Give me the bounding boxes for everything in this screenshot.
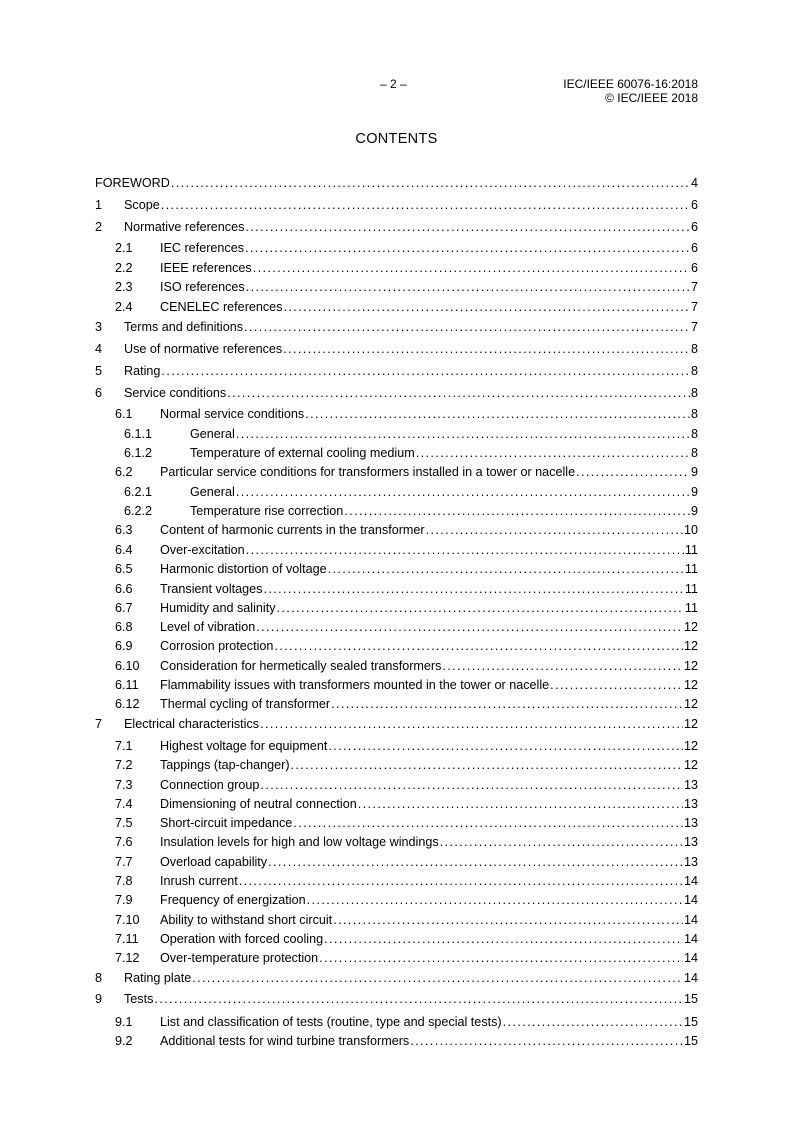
toc-entry-page: 14 bbox=[683, 971, 698, 985]
dot-leader bbox=[358, 796, 683, 812]
toc-entry-number: 9 bbox=[95, 992, 103, 1006]
toc-entry-label: Thermal cycling of transformer bbox=[160, 697, 331, 711]
toc-entry-body bbox=[160, 522, 698, 538]
toc-entry-label: Tappings (tap-changer) bbox=[160, 758, 290, 772]
toc-entry-body bbox=[160, 777, 698, 793]
toc-entry-number: 7.1 bbox=[115, 739, 133, 753]
toc-entry[interactable] bbox=[95, 561, 698, 577]
toc-entry-page: 14 bbox=[683, 913, 698, 927]
toc-entry[interactable] bbox=[95, 542, 698, 558]
toc-entry-body bbox=[160, 757, 698, 773]
toc-entry[interactable] bbox=[95, 991, 698, 1007]
toc-entry-body bbox=[160, 1033, 698, 1049]
toc-entry-page: 6 bbox=[690, 198, 698, 212]
toc-entry-label: FOREWORD bbox=[95, 176, 170, 190]
toc-entry-label: Flammability issues with transformers mounted in the tower or nacelle bbox=[160, 678, 550, 692]
dot-leader bbox=[161, 363, 690, 379]
toc-entry[interactable] bbox=[95, 581, 698, 597]
toc-entry-body bbox=[160, 1014, 698, 1030]
toc-entry-body bbox=[160, 279, 698, 295]
toc-entry[interactable] bbox=[95, 484, 698, 500]
toc-entry-number: 6.10 bbox=[115, 659, 140, 673]
dot-leader bbox=[319, 950, 683, 966]
toc-entry-page: 15 bbox=[683, 1034, 698, 1048]
toc-entry-label: General bbox=[190, 485, 235, 499]
toc-entry-number: 7.6 bbox=[115, 835, 133, 849]
document-id: IEC/IEEE 60076-16:2018 bbox=[563, 77, 698, 91]
toc-entry-body bbox=[124, 970, 698, 986]
toc-entry-page: 12 bbox=[683, 697, 698, 711]
dot-leader bbox=[324, 931, 683, 947]
toc-entry[interactable] bbox=[95, 600, 698, 616]
dot-leader bbox=[442, 658, 683, 674]
toc-entry[interactable] bbox=[95, 1014, 698, 1030]
toc-entry[interactable] bbox=[95, 696, 698, 712]
toc-entry-body bbox=[160, 738, 698, 754]
toc-entry-number: 6.8 bbox=[115, 620, 133, 634]
toc-entry-label: Highest voltage for equipment bbox=[160, 739, 328, 753]
toc-entry[interactable] bbox=[95, 950, 698, 966]
toc-entry-body bbox=[160, 406, 698, 422]
toc-entry-label: Frequency of energization bbox=[160, 893, 306, 907]
toc-entry-body bbox=[160, 931, 698, 947]
toc-entry-label: Electrical characteristics bbox=[124, 717, 260, 731]
toc-entry-number: 6.2.1 bbox=[124, 485, 153, 499]
toc-entry-number: 2.2 bbox=[115, 261, 133, 275]
toc-entry-page: 8 bbox=[690, 364, 698, 378]
toc-entry-body bbox=[160, 873, 698, 889]
toc-entry-body bbox=[160, 619, 698, 635]
toc-entry-label: Service conditions bbox=[124, 386, 227, 400]
toc-entry-body bbox=[124, 385, 698, 401]
toc-entry-number: 1 bbox=[95, 198, 103, 212]
toc-entry[interactable] bbox=[95, 716, 698, 732]
toc-entry-body bbox=[160, 892, 698, 908]
toc-entry-body bbox=[160, 600, 698, 616]
toc-entry-number: 6.6 bbox=[115, 582, 133, 596]
toc-entry-number: 9.2 bbox=[115, 1034, 133, 1048]
toc-entry-number: 6.1 bbox=[115, 407, 133, 421]
toc-entry-page: 13 bbox=[683, 835, 698, 849]
toc-entry-body bbox=[160, 950, 698, 966]
toc-entry-page: 12 bbox=[683, 678, 698, 692]
toc-entry-body bbox=[95, 175, 698, 191]
dot-leader bbox=[284, 299, 690, 315]
toc-entry[interactable] bbox=[95, 892, 698, 908]
toc-entry[interactable] bbox=[95, 970, 698, 986]
toc-entry-number: 6.11 bbox=[115, 678, 139, 692]
toc-entry-page: 15 bbox=[683, 1015, 698, 1029]
toc-entry-number: 2 bbox=[95, 220, 103, 234]
toc-entry-number: 6.12 bbox=[115, 697, 140, 711]
toc-entry-body bbox=[160, 561, 698, 577]
toc-entry[interactable] bbox=[95, 757, 698, 773]
dot-leader bbox=[253, 260, 690, 276]
dot-leader bbox=[268, 854, 683, 870]
toc-entry[interactable] bbox=[95, 341, 698, 357]
toc-entry-label: Particular service conditions for transformers installed in a tower or nacelle bbox=[160, 465, 576, 479]
toc-entry-label: Short-circuit impedance bbox=[160, 816, 293, 830]
toc-entry-body bbox=[160, 834, 698, 850]
toc-entry[interactable] bbox=[95, 240, 698, 256]
toc-entry-page: 9 bbox=[690, 485, 698, 499]
toc-entry-number: 2.1 bbox=[115, 241, 133, 255]
page-number: – 2 – bbox=[380, 77, 407, 91]
dot-leader bbox=[283, 341, 690, 357]
dot-leader bbox=[245, 240, 690, 256]
dot-leader bbox=[307, 892, 683, 908]
dot-leader bbox=[236, 484, 690, 500]
dot-leader bbox=[171, 175, 690, 191]
toc-entry-label: Connection group bbox=[160, 778, 260, 792]
toc-entry-label: Additional tests for wind turbine transformers bbox=[160, 1034, 410, 1048]
toc-entry-body bbox=[160, 912, 698, 928]
dot-leader bbox=[260, 716, 683, 732]
toc-entry[interactable] bbox=[95, 658, 698, 674]
toc-entry-number: 7 bbox=[95, 717, 103, 731]
toc-entry-page: 7 bbox=[690, 280, 698, 294]
toc-entry-label: Harmonic distortion of voltage bbox=[160, 562, 327, 576]
toc-entry-body bbox=[124, 319, 698, 335]
toc-entry-page: 13 bbox=[683, 778, 698, 792]
toc-entry[interactable] bbox=[95, 363, 698, 379]
toc-entry-page: 7 bbox=[690, 320, 698, 334]
toc-entry-body bbox=[160, 299, 698, 315]
toc-entry[interactable] bbox=[95, 175, 698, 191]
toc-entry-page: 8 bbox=[690, 386, 698, 400]
toc-entry-number: 8 bbox=[95, 971, 103, 985]
toc-entry-number: 7.9 bbox=[115, 893, 133, 907]
toc-entry-number: 7.3 bbox=[115, 778, 133, 792]
toc-entry-page: 14 bbox=[683, 874, 698, 888]
toc-entry-page: 15 bbox=[683, 992, 698, 1006]
toc-entry-label: Ability to withstand short circuit bbox=[160, 913, 333, 927]
toc-entry-label: Humidity and salinity bbox=[160, 601, 276, 615]
toc-entry[interactable] bbox=[95, 815, 698, 831]
toc-entry-body bbox=[160, 260, 698, 276]
toc-entry-number: 2.3 bbox=[115, 280, 133, 294]
dot-leader bbox=[256, 619, 683, 635]
toc-entry-page: 13 bbox=[683, 855, 698, 869]
toc-entry[interactable] bbox=[95, 279, 698, 295]
toc-entry-body bbox=[160, 658, 698, 674]
toc-entry[interactable] bbox=[95, 854, 698, 870]
toc-entry[interactable] bbox=[95, 912, 698, 928]
dot-leader bbox=[192, 970, 683, 986]
toc-entry-label: Level of vibration bbox=[160, 620, 256, 634]
dot-leader bbox=[263, 581, 683, 597]
toc-entry-label: Transient voltages bbox=[160, 582, 263, 596]
dot-leader bbox=[161, 197, 690, 213]
toc-entry-page: 10 bbox=[683, 523, 698, 537]
toc-entry-body bbox=[160, 796, 698, 812]
toc-entry-body bbox=[124, 991, 698, 1007]
dot-leader bbox=[305, 406, 690, 422]
toc-entry-page: 8 bbox=[690, 427, 698, 441]
dot-leader bbox=[245, 219, 690, 235]
toc-entry-label: Operation with forced cooling bbox=[160, 932, 324, 946]
toc-entry-body bbox=[160, 464, 698, 480]
toc-entry-body bbox=[124, 716, 698, 732]
toc-entry-number: 6.4 bbox=[115, 543, 133, 557]
toc-entry-label: Inrush current bbox=[160, 874, 238, 888]
toc-entry-number: 5 bbox=[95, 364, 103, 378]
toc-entry-label: Overload capability bbox=[160, 855, 268, 869]
toc-entry-body bbox=[160, 677, 698, 693]
toc-entry-number: 6.1.1 bbox=[124, 427, 153, 441]
toc-entry-label: Dimensioning of neutral connection bbox=[160, 797, 357, 811]
toc-entry[interactable] bbox=[95, 638, 698, 654]
toc-entry-number: 7.5 bbox=[115, 816, 133, 830]
toc-entry-number: 7.11 bbox=[115, 932, 139, 946]
toc-entry-page: 7 bbox=[690, 300, 698, 314]
toc-entry-body bbox=[124, 341, 698, 357]
toc-entry[interactable] bbox=[95, 777, 698, 793]
toc-entry-label: Over-temperature protection bbox=[160, 951, 319, 965]
dot-leader bbox=[277, 600, 684, 616]
toc-entry-body bbox=[160, 240, 698, 256]
toc-entry-body bbox=[124, 197, 698, 213]
toc-entry[interactable] bbox=[95, 426, 698, 442]
toc-entry-body bbox=[160, 815, 698, 831]
toc-entry-label: Use of normative references bbox=[124, 342, 283, 356]
dot-leader bbox=[291, 757, 683, 773]
toc-entry[interactable] bbox=[95, 738, 698, 754]
toc-entry-number: 7.7 bbox=[115, 855, 133, 869]
toc-entry-number: 3 bbox=[95, 320, 103, 334]
toc-entry[interactable] bbox=[95, 1033, 698, 1049]
dot-leader bbox=[154, 991, 683, 1007]
toc-entry-page: 12 bbox=[683, 659, 698, 673]
toc-entry-number: 6.7 bbox=[115, 601, 133, 615]
toc-entry-page: 14 bbox=[683, 893, 698, 907]
toc-entry-label: General bbox=[190, 427, 235, 441]
toc-entry-label: Corrosion protection bbox=[160, 639, 274, 653]
dot-leader bbox=[550, 677, 683, 693]
toc-entry[interactable] bbox=[95, 464, 698, 480]
dot-leader bbox=[227, 385, 690, 401]
toc-entry-body bbox=[160, 696, 698, 712]
toc-entry-label: Normative references bbox=[124, 220, 245, 234]
toc-entry-label: Content of harmonic currents in the transformer bbox=[160, 523, 425, 537]
dot-leader bbox=[426, 522, 683, 538]
dot-leader bbox=[236, 426, 690, 442]
dot-leader bbox=[576, 464, 690, 480]
toc-entry-body bbox=[124, 219, 698, 235]
toc-entry-label: ISO references bbox=[160, 280, 245, 294]
dot-leader bbox=[440, 834, 683, 850]
toc-entry-label: Rating bbox=[124, 364, 161, 378]
toc-entry-page: 8 bbox=[690, 446, 698, 460]
toc-entry-body bbox=[190, 484, 698, 500]
dot-leader bbox=[246, 279, 690, 295]
toc-entry[interactable] bbox=[95, 319, 698, 335]
toc-entry[interactable] bbox=[95, 522, 698, 538]
toc-entry-page: 11 bbox=[684, 601, 698, 615]
toc-entry[interactable] bbox=[95, 834, 698, 850]
dot-leader bbox=[244, 319, 690, 335]
toc-entry-label: Tests bbox=[124, 992, 154, 1006]
toc-entry-label: IEEE references bbox=[160, 261, 252, 275]
toc-entry-page: 14 bbox=[683, 932, 698, 946]
toc-entry-label: CENELEC references bbox=[160, 300, 283, 314]
toc-entry-page: 12 bbox=[683, 620, 698, 634]
toc-entry[interactable] bbox=[95, 406, 698, 422]
dot-leader bbox=[293, 815, 683, 831]
dot-leader bbox=[328, 738, 683, 754]
toc-entry-body bbox=[190, 503, 698, 519]
toc-entry-body bbox=[124, 363, 698, 379]
toc-entry-label: Insulation levels for high and low voltage windings bbox=[160, 835, 439, 849]
dot-leader bbox=[274, 638, 683, 654]
toc-entry-page: 9 bbox=[690, 465, 698, 479]
toc-entry-page: 11 bbox=[684, 562, 698, 576]
toc-entry-label: IEC references bbox=[160, 241, 244, 255]
toc-entry[interactable] bbox=[95, 299, 698, 315]
toc-entry-body bbox=[190, 445, 698, 461]
toc-entry-number: 7.12 bbox=[115, 951, 140, 965]
toc-entry-number: 4 bbox=[95, 342, 103, 356]
toc-entry[interactable] bbox=[95, 385, 698, 401]
toc-entry-number: 6.2.2 bbox=[124, 504, 153, 518]
toc-entry-number: 6.9 bbox=[115, 639, 133, 653]
copyright-notice: © IEC/IEEE 2018 bbox=[605, 91, 698, 105]
toc-entry-number: 7.10 bbox=[115, 913, 140, 927]
toc-entry-number: 6 bbox=[95, 386, 103, 400]
toc-entry-label: Temperature of external cooling medium bbox=[190, 446, 415, 460]
toc-entry[interactable] bbox=[95, 796, 698, 812]
toc-entry-body bbox=[190, 426, 698, 442]
toc-entry-page: 6 bbox=[690, 241, 698, 255]
toc-entry-label: List and classification of tests (routine, type and special tests) bbox=[160, 1015, 502, 1029]
toc-entry-number: 7.4 bbox=[115, 797, 133, 811]
toc-entry[interactable] bbox=[95, 677, 698, 693]
toc-entry[interactable] bbox=[95, 931, 698, 947]
toc-entry-label: Terms and definitions bbox=[124, 320, 244, 334]
toc-entry[interactable] bbox=[95, 219, 698, 235]
toc-entry-page: 13 bbox=[683, 797, 698, 811]
dot-leader bbox=[410, 1033, 683, 1049]
toc-entry-label: Rating plate bbox=[124, 971, 192, 985]
dot-leader bbox=[331, 696, 683, 712]
dot-leader bbox=[503, 1014, 683, 1030]
toc-entry[interactable] bbox=[95, 260, 698, 276]
toc-entry-number: 6.3 bbox=[115, 523, 133, 537]
toc-entry-body bbox=[160, 542, 698, 558]
toc-entry-label: Scope bbox=[124, 198, 160, 212]
toc-entry[interactable] bbox=[95, 197, 698, 213]
dot-leader bbox=[246, 542, 684, 558]
toc-entry-label: Normal service conditions bbox=[160, 407, 305, 421]
toc-entry-page: 12 bbox=[683, 717, 698, 731]
dot-leader bbox=[333, 912, 683, 928]
toc-entry[interactable] bbox=[95, 445, 698, 461]
toc-entry-page: 6 bbox=[690, 261, 698, 275]
toc-entry-page: 13 bbox=[683, 816, 698, 830]
toc-entry-page: 6 bbox=[690, 220, 698, 234]
toc-entry-body bbox=[160, 581, 698, 597]
toc-entry-number: 9.1 bbox=[115, 1015, 133, 1029]
toc-entry-page: 12 bbox=[683, 758, 698, 772]
toc-entry-body bbox=[160, 638, 698, 654]
toc-entry-number: 2.4 bbox=[115, 300, 133, 314]
toc-entry-number: 7.2 bbox=[115, 758, 133, 772]
toc-entry-label: Over-excitation bbox=[160, 543, 245, 557]
toc-entry[interactable] bbox=[95, 619, 698, 635]
toc-entry-number: 7.8 bbox=[115, 874, 133, 888]
toc-entry-page: 11 bbox=[684, 582, 698, 596]
page-title: CONTENTS bbox=[355, 131, 438, 147]
toc-entry-page: 14 bbox=[683, 951, 698, 965]
toc-entry[interactable] bbox=[95, 873, 698, 889]
toc-entry-number: 6.5 bbox=[115, 562, 133, 576]
dot-leader bbox=[344, 503, 690, 519]
dot-leader bbox=[416, 445, 690, 461]
toc-entry-page: 9 bbox=[690, 504, 698, 518]
toc-entry-label: Consideration for hermetically sealed transformers bbox=[160, 659, 442, 673]
dot-leader bbox=[328, 561, 684, 577]
toc-entry-page: 12 bbox=[683, 639, 698, 653]
toc-entry-page: 8 bbox=[690, 342, 698, 356]
dot-leader bbox=[260, 777, 683, 793]
toc-entry-label: Temperature rise correction bbox=[190, 504, 344, 518]
toc-entry[interactable] bbox=[95, 503, 698, 519]
toc-entry-number: 6.2 bbox=[115, 465, 133, 479]
toc-entry-page: 8 bbox=[690, 407, 698, 421]
toc-entry-number: 6.1.2 bbox=[124, 446, 153, 460]
toc-entry-page: 12 bbox=[683, 739, 698, 753]
toc-entry-page: 11 bbox=[684, 543, 698, 557]
toc-entry-page: 4 bbox=[690, 176, 698, 190]
dot-leader bbox=[239, 873, 683, 889]
toc-entry-body bbox=[160, 854, 698, 870]
